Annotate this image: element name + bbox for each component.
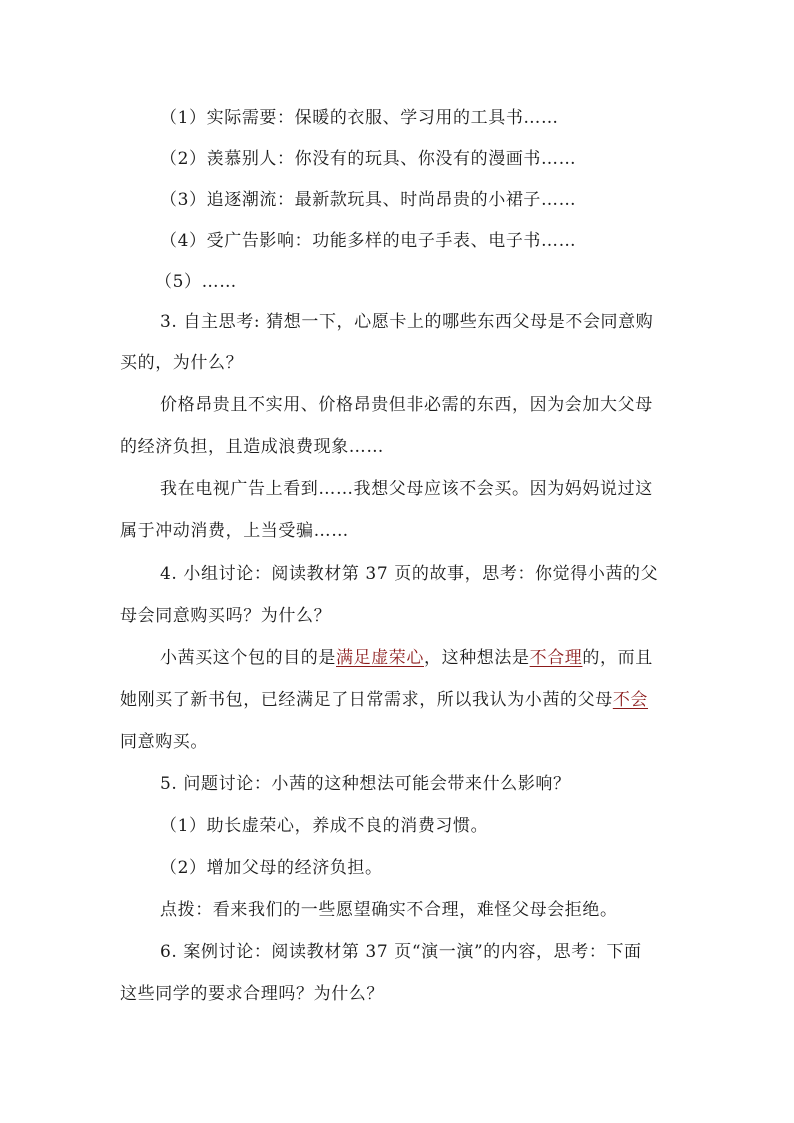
list-item-3: （3）追逐潮流：最新款玩具、时尚昂贵的小裙子……	[160, 190, 577, 210]
answer-4-line-3: 同意购买。	[120, 732, 208, 752]
answer-3b-line-2: 属于冲动消费，上当受骗……	[120, 521, 349, 541]
question-4-line-2: 母会同意购买吗？为什么？	[120, 606, 332, 626]
answer-4-line-2	[120, 688, 648, 712]
answer-4-keyword-unreasonable: 不合理	[529, 648, 583, 668]
question-6-line-1: 6. 案例讨论：阅读教材第 37 页“演一演”的内容，思考：下面	[160, 942, 642, 962]
answer-4-line-1	[160, 646, 653, 670]
list-item-4: （4）受广告影响：功能多样的电子手表、电子书……	[160, 231, 577, 251]
answer-4-text-c: 的，而且	[582, 648, 653, 668]
question-4-line-1: 4. 小组讨论：阅读教材第 37 页的故事，思考：你觉得小茜的父	[160, 564, 659, 584]
answer-5-item-1: （1）助长虚荣心，养成不良的消费习惯。	[160, 816, 489, 836]
answer-3a-line-2: 的经济负担，且造成浪费现象……	[120, 437, 384, 457]
list-item-1: （1）实际需要：保暖的衣服、学习用的工具书……	[160, 108, 559, 128]
answer-3b-line-1: 我在电视广告上看到……我想父母应该不会买。因为妈妈说过这	[160, 479, 653, 499]
answer-4-keyword-wont: 不会	[612, 690, 649, 710]
list-item-2: （2）羡慕别人：你没有的玩具、你没有的漫画书……	[160, 149, 577, 169]
list-item-5: （5）……	[155, 272, 237, 292]
answer-4-keyword-vanity: 满足虚荣心	[336, 648, 424, 668]
answer-5-item-2: （2）增加父母的经济负担。	[160, 858, 383, 878]
question-3-line-2: 买的，为什么？	[120, 353, 244, 373]
answer-3a-line-1: 价格昂贵且不实用、价格昂贵但非必需的东西，因为会加大父母	[160, 395, 653, 415]
answer-4-text-d: 她刚买了新书包，已经满足了日常需求，所以我认为小茜的父母	[120, 690, 613, 710]
tip-line: 点拨：看来我们的一些愿望确实不合理，难怪父母会拒绝。	[160, 900, 618, 920]
question-6-line-2: 这些同学的要求合理吗？为什么？	[120, 984, 384, 1004]
question-5-line-1: 5. 问题讨论：小茜的这种想法可能会带来什么影响？	[160, 774, 571, 794]
question-3-line-1: 3. 自主思考: 猜想一下，心愿卡上的哪些东西父母是不会同意购	[160, 312, 654, 332]
answer-4-text-a: 小茜买这个包的目的是	[160, 648, 336, 668]
answer-4-text-b: ，这种想法是	[424, 648, 530, 668]
